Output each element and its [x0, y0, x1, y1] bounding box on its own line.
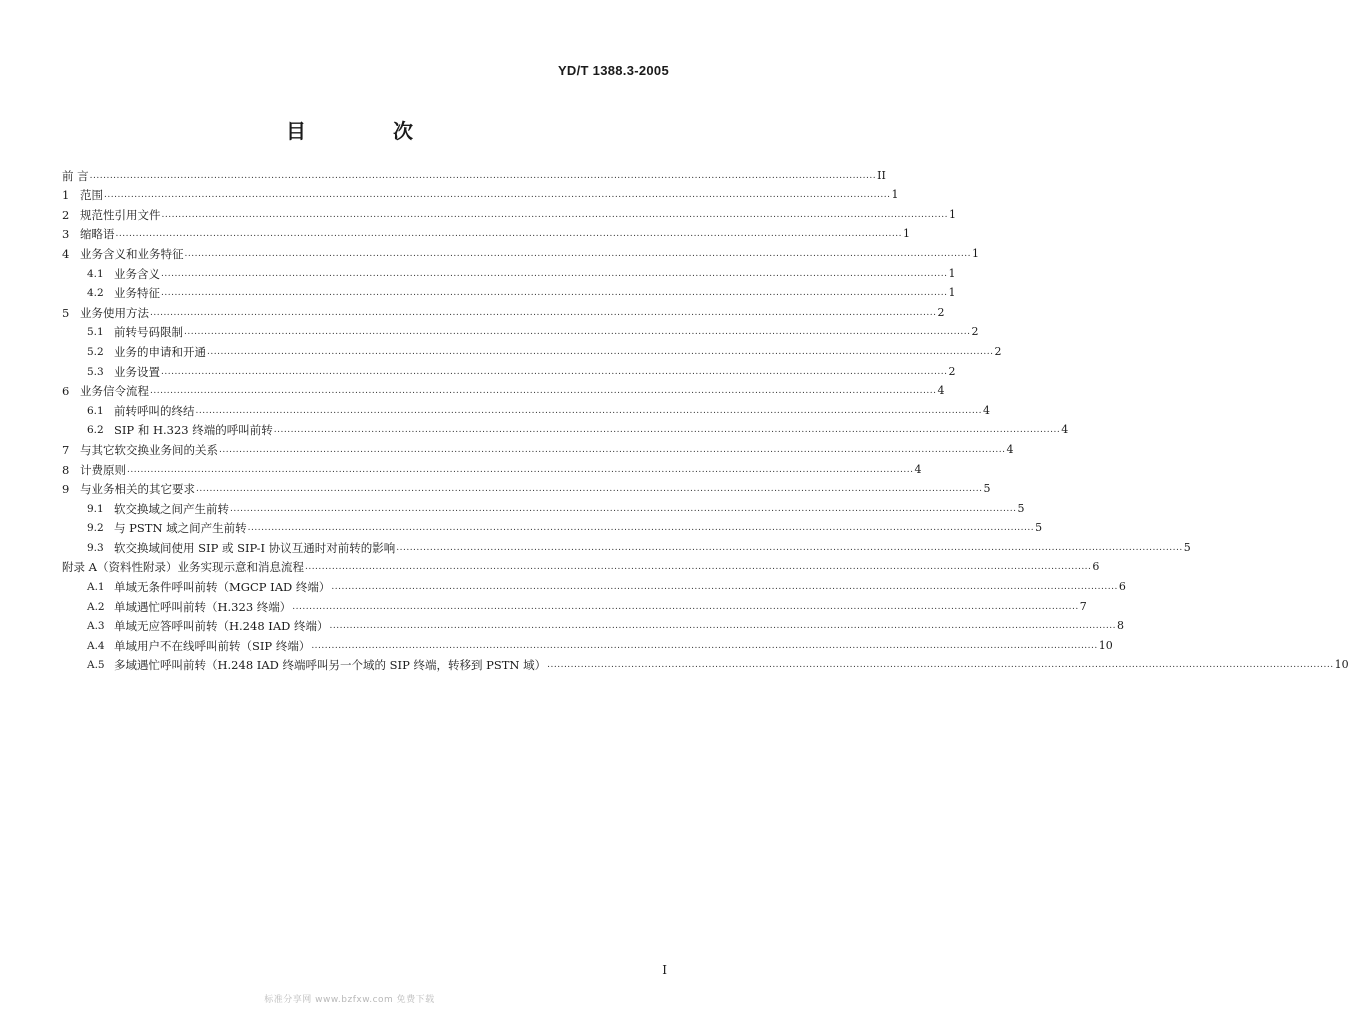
toc-entry-title: 单域无应答呼叫前转（H.248 IAD 终端） — [114, 619, 329, 634]
toc-leader-dots — [330, 619, 1116, 633]
toc-entry-number: 3 — [62, 227, 70, 242]
watermark: 标准分享网 www.bzfxw.com 免费下载 — [264, 995, 435, 1005]
toc-entry-number: A.2 — [87, 600, 105, 613]
toc-entry[interactable] — [62, 241, 979, 261]
toc-leader-dots — [161, 267, 947, 281]
toc-entry-title: 多域遇忙呼叫前转（H.248 IAD 终端呼叫另一个域的 SIP 终端，转移到 PSTN 域） — [114, 658, 547, 673]
toc-leader-dots — [331, 580, 1117, 594]
toc-entry-page: 4 — [982, 403, 990, 417]
toc-entry[interactable] — [62, 594, 1087, 614]
toc-entry[interactable] — [62, 339, 1002, 359]
toc-entry-page: 2 — [948, 364, 956, 378]
toc-entry-title: 业务特征 — [114, 286, 160, 301]
toc-entry-page: 1 — [948, 266, 956, 280]
toc-entry-page: 5 — [1017, 501, 1025, 515]
toc-leader-dots — [196, 404, 982, 418]
toc-entry-page: 1 — [948, 286, 956, 300]
toc-entry-title: 范围 — [80, 188, 103, 203]
toc-entry-title: 单域用户不在线呼叫前转（SIP 终端） — [114, 638, 311, 653]
toc-entry-title: 规范性引用文件 — [80, 207, 161, 222]
toc-leader-dots — [230, 502, 1016, 516]
toc-entry-page: 4 — [914, 462, 922, 476]
toc-entry-number: 8 — [62, 462, 70, 477]
toc-entry[interactable] — [62, 614, 1124, 634]
toc-leader-dots — [150, 384, 936, 398]
toc-entry[interactable] — [62, 477, 991, 497]
toc-entry-number: 2 — [62, 207, 70, 222]
toc-leader-dots — [116, 227, 902, 241]
toc-leader-dots — [127, 463, 913, 477]
page-number: I — [662, 963, 667, 977]
toc-entry[interactable] — [62, 379, 945, 399]
toc-leader-dots — [274, 423, 1060, 437]
toc-entry-number: A.1 — [87, 581, 105, 594]
toc-entry-number: 6 — [62, 384, 70, 399]
toc-entry-title: 业务的申请和开通 — [114, 344, 206, 359]
toc-entry-page: 1 — [891, 188, 899, 202]
toc-entry-number: 9.3 — [87, 541, 104, 554]
toc-entry-title: 业务含义和业务特征 — [80, 246, 184, 261]
toc-leader-dots — [219, 443, 1005, 457]
toc-entry-number: 5.1 — [87, 326, 104, 339]
toc-entry-number: 5.3 — [87, 365, 104, 378]
toc-entry-title: 软交换域之间产生前转 — [114, 501, 229, 516]
toc-entry-number: 4 — [62, 246, 70, 261]
toc-entry[interactable] — [62, 418, 1069, 438]
toc-entry-page: 6 — [1092, 560, 1100, 574]
toc-leader-dots — [292, 600, 1078, 614]
toc-entry-number: 9 — [62, 482, 70, 497]
toc-entry-page: 5 — [1035, 521, 1043, 535]
toc-entry-title: 单域遇忙呼叫前转（H.323 终端） — [114, 599, 292, 614]
toc-entry-page: 2 — [971, 325, 979, 339]
toc-entry-title: 业务设置 — [114, 364, 160, 379]
toc-entry-number: 5.2 — [87, 345, 104, 358]
document-code: YD/T 1388.3-2005 — [557, 63, 669, 78]
toc-leader-dots — [396, 541, 1182, 555]
toc-entry[interactable] — [62, 516, 1043, 536]
toc-entry[interactable] — [62, 281, 956, 301]
toc-entry-number: A.5 — [87, 659, 105, 672]
toc-entry-page: 2 — [937, 305, 945, 319]
toc-entry[interactable] — [62, 261, 956, 281]
toc-entry-title: 前转呼叫的终结 — [114, 403, 195, 418]
toc-entry[interactable] — [62, 496, 1025, 516]
toc-entry-page: 5 — [983, 482, 991, 496]
toc-leader-dots — [90, 169, 876, 183]
toc-entry-page: 4 — [1061, 423, 1069, 437]
toc-entry[interactable] — [62, 163, 886, 183]
toc-entry[interactable] — [62, 555, 1100, 575]
toc-entry-number: A.4 — [87, 639, 105, 652]
toc-entry[interactable] — [62, 653, 1349, 673]
toc-entry[interactable] — [62, 437, 1014, 457]
toc-leader-dots — [161, 365, 947, 379]
toc-entry-number: 1 — [62, 188, 70, 203]
toc-leader-dots — [150, 306, 936, 320]
toc-entry[interactable] — [62, 457, 922, 477]
toc-entry-page: 1 — [948, 207, 956, 221]
toc-entry-number: A.3 — [87, 620, 105, 633]
toc-entry-number: 4.1 — [87, 267, 104, 280]
toc-entry[interactable] — [62, 183, 899, 203]
toc-entry[interactable] — [62, 398, 990, 418]
toc-entry-title: 业务信令流程 — [80, 384, 149, 399]
toc-list — [62, 163, 1349, 673]
toc-entry-title: 单域无条件呼叫前转（MGCP IAD 终端） — [114, 580, 331, 595]
toc-leader-dots — [311, 639, 1097, 653]
toc-entry-number: 7 — [62, 442, 70, 457]
toc-entry-title: 业务含义 — [114, 266, 160, 281]
toc-entry-title: 软交换域间使用 SIP 或 SIP-I 协议互通时对前转的影响 — [114, 540, 396, 555]
toc-entry-number: 4.2 — [87, 287, 104, 300]
toc-entry-title: 附录 A（资料性附录）业务实现示意和消息流程 — [62, 560, 304, 575]
toc-leader-dots — [162, 208, 948, 222]
toc-entry-title: 业务使用方法 — [80, 305, 149, 320]
toc-entry-page: 7 — [1079, 599, 1087, 613]
toc-entry[interactable] — [62, 300, 945, 320]
toc-entry-title: 前转号码限制 — [114, 325, 183, 340]
toc-entry-page: 2 — [994, 344, 1002, 358]
toc-entry-page: 1 — [902, 227, 910, 241]
toc-leader-dots — [185, 247, 971, 261]
toc-entry-page: 10 — [1334, 658, 1349, 672]
toc-leader-dots — [305, 560, 1091, 574]
toc-entry-title: SIP 和 H.323 终端的呼叫前转 — [114, 423, 273, 438]
toc-entry-number: 9.2 — [87, 522, 104, 535]
toc-leader-dots — [248, 521, 1034, 535]
toc-entry[interactable] — [62, 359, 956, 379]
toc-entry[interactable] — [62, 320, 979, 340]
toc-leader-dots — [184, 325, 970, 339]
toc-leader-dots — [207, 345, 993, 359]
toc-entry-number: 6.2 — [87, 424, 104, 437]
toc-leader-dots — [547, 658, 1333, 672]
toc-leader-dots — [104, 188, 890, 202]
toc-entry-title: 与业务相关的其它要求 — [80, 482, 195, 497]
toc-entry-page: 4 — [937, 384, 945, 398]
toc-entry-page: 1 — [971, 246, 979, 260]
toc-entry-title: 计费原则 — [80, 462, 126, 477]
toc-leader-dots — [161, 286, 947, 300]
toc-entry-page: 6 — [1118, 580, 1126, 594]
toc-entry-page: 8 — [1116, 619, 1124, 633]
toc-entry-page: 10 — [1098, 638, 1113, 652]
toc-entry-number: 前 言 — [62, 168, 89, 183]
toc-entry-page: 4 — [1006, 442, 1014, 456]
toc-entry[interactable] — [62, 202, 956, 222]
toc-entry-number: 9.1 — [87, 502, 104, 515]
toc-entry-page: II — [877, 168, 886, 182]
toc-entry[interactable] — [62, 574, 1126, 595]
toc-entry-page: 5 — [1183, 540, 1191, 554]
toc-leader-dots — [196, 482, 982, 496]
toc-entry[interactable] — [62, 535, 1191, 555]
toc-entry-title: 与 PSTN 域之间产生前转 — [114, 521, 247, 536]
toc-entry-title: 缩略语 — [80, 227, 115, 242]
toc-entry-number: 5 — [62, 305, 70, 320]
toc-entry-number: 6.1 — [87, 404, 104, 417]
toc-title: 目 次 — [286, 119, 453, 143]
toc-entry-title: 与其它软交换业务间的关系 — [80, 442, 218, 457]
toc-entry[interactable] — [62, 633, 1113, 653]
toc-entry[interactable] — [62, 222, 910, 242]
